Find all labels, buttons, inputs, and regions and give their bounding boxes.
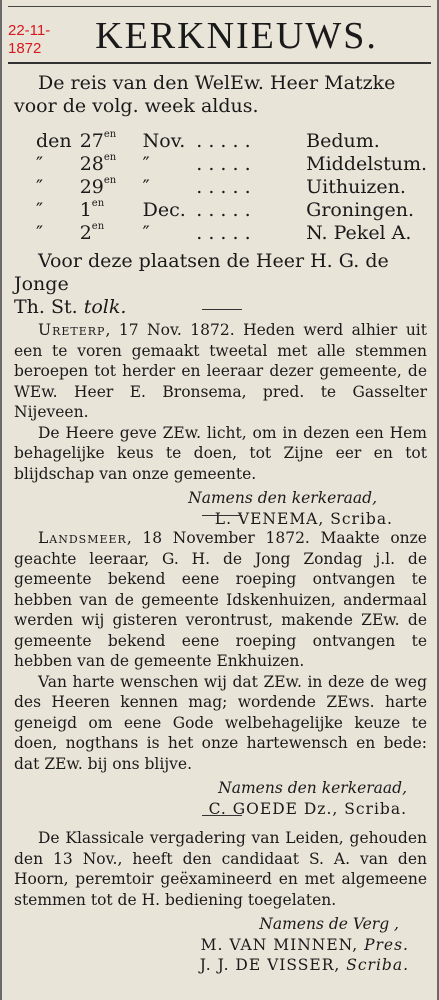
landsmeer-para-2: Van harte wenschen wij dat ZEw. in deze de weg des Heeren kennen mag; wordende ZEws. harte geneigd om eene Gode welbehagelijke keuze te doen, nogthans is het onze hartewensch en bede: dat ZEw. bij ons blijve. bbox=[14, 672, 427, 773]
schedule-dots: . . . . . bbox=[196, 176, 251, 198]
landsmeer-para-1 bbox=[14, 528, 427, 672]
date-stamp: 22-11-1872 bbox=[8, 22, 51, 57]
schedule-day bbox=[80, 222, 143, 245]
leiden-sig-3 bbox=[14, 955, 427, 976]
schedule-place: Groningen. bbox=[306, 199, 415, 221]
schedule-den: ″ bbox=[36, 222, 44, 244]
schedule-day bbox=[80, 130, 143, 153]
divider bbox=[202, 815, 242, 816]
leiden-scriba-name: J. J. DE VISSER, bbox=[199, 956, 347, 974]
schedule-day-number: 28 bbox=[79, 153, 104, 175]
schedule-day-suffix: en bbox=[103, 152, 117, 163]
ureterp-text-1: , 17 Nov. 1872. Heden werd alhier uit een te voren gemaakt tweetal met alle stemmen beroepen tot herder en leeraar dezer gemeente, de WEw. Heer E. Bronsema, pred. te Gasselter Nijeveen. bbox=[14, 321, 427, 421]
schedule-month: ″ bbox=[142, 222, 150, 244]
leiden-scriba-role: Scriba. bbox=[346, 956, 409, 974]
schedule-day-number: 1 bbox=[79, 199, 92, 221]
ureterp-para-1 bbox=[14, 320, 427, 423]
intro-paragraph bbox=[14, 72, 427, 118]
leiden-article bbox=[14, 828, 427, 976]
leiden-sig-2 bbox=[14, 935, 427, 956]
schedule-row bbox=[36, 176, 427, 199]
landsmeer-article bbox=[14, 528, 427, 819]
schedule-den: ″ bbox=[36, 199, 44, 221]
schedule-row bbox=[36, 222, 427, 245]
top-rule bbox=[8, 6, 431, 7]
schedule-month: Dec. bbox=[142, 199, 186, 221]
schedule-month: ″ bbox=[142, 153, 150, 175]
landsmeer-text-1: , 18 November 1872. Maakte onze geachte leeraar, G. H. de Jong Zondag j.l. de gemeente bekend eene roeping ontvangen te hebben van de gemeente Idskenhuizen, andermaal werden wij gisteren verontrust, makende ZEw. de gemeente bekend eene roeping ontvangen te hebben van de gemeente Enkhuizen. bbox=[14, 529, 427, 670]
masthead-title: KERKNIEUWS. bbox=[95, 15, 378, 57]
schedule-row bbox=[36, 153, 427, 176]
schedule-dots: . . . . . bbox=[196, 199, 251, 221]
schedule-day-suffix: en bbox=[103, 175, 117, 186]
schedule-day-number: 29 bbox=[79, 176, 104, 198]
schedule-day-number: 2 bbox=[79, 222, 92, 244]
schedule-place: Uithuizen. bbox=[306, 176, 406, 198]
schedule-day-suffix: en bbox=[91, 221, 105, 232]
schedule-month: Nov. bbox=[142, 130, 186, 152]
schedule-place: N. Pekel A. bbox=[306, 222, 412, 244]
intro-line-1: De reis van den WelEw. Heer Matzke bbox=[38, 72, 396, 94]
tolk-word: tolk. bbox=[83, 296, 127, 318]
schedule-dots: . . . . . bbox=[196, 130, 251, 152]
landsmeer-place: Landsmeer bbox=[38, 529, 127, 547]
schedule-month: ″ bbox=[142, 176, 150, 198]
schedule-row bbox=[36, 130, 427, 153]
ureterp-sig-2: L. VENEMA, Scriba. bbox=[214, 509, 393, 528]
schedule-dots: . . . . . bbox=[196, 222, 251, 244]
landsmeer-sig-1: Namens den kerkeraad, bbox=[218, 779, 407, 797]
leiden-pres-role: Pres. bbox=[364, 935, 409, 954]
tolk-line-2 bbox=[14, 296, 427, 319]
schedule-day bbox=[80, 176, 143, 199]
leiden-pres-name: M. VAN MINNEN, bbox=[200, 935, 365, 954]
schedule-day bbox=[80, 199, 143, 222]
ureterp-place: Ureterp bbox=[38, 321, 106, 339]
schedule-day-suffix: en bbox=[103, 129, 117, 140]
schedule-den: den bbox=[36, 130, 72, 152]
divider bbox=[202, 515, 242, 516]
schedule-place: Middelstum. bbox=[306, 153, 427, 175]
tolk-line-1: Voor deze plaatsen de Heer H. G. de Jonge bbox=[14, 250, 389, 295]
masthead-rule bbox=[8, 62, 431, 64]
schedule-day-number: 27 bbox=[79, 130, 104, 152]
schedule-place: Bedum. bbox=[306, 130, 380, 152]
schedule-row bbox=[36, 199, 427, 222]
ureterp-para-2: De Heere geve ZEw. licht, om in dezen een Hem behagelijke keus te doen, tot Zijne eer en tot blijdschap van onze gemeente. bbox=[14, 423, 427, 483]
schedule-day bbox=[80, 153, 143, 176]
leiden-para-1: De Klassicale vergadering van Leiden, gehouden den 13 Nov., heeft den candidaat S. A. van den Hoorn, peremtoir geëxamineerd en met algemeene stemmen tot de H. bediening toegelaten. bbox=[14, 829, 427, 909]
schedule-den: ″ bbox=[36, 153, 44, 175]
ureterp-sig-1: Namens den kerkeraad, bbox=[188, 489, 377, 507]
schedule-table bbox=[36, 130, 427, 245]
tolk-prefix: Th. St. bbox=[14, 296, 84, 318]
schedule-day-suffix: en bbox=[91, 198, 105, 209]
ureterp-article bbox=[14, 320, 427, 529]
schedule-den: ″ bbox=[36, 176, 44, 198]
schedule-dots: . . . . . bbox=[196, 153, 251, 175]
intro-line-2: voor de volg. week aldus. bbox=[14, 95, 259, 117]
landsmeer-sig-2: C. GOEDE Dz., Scriba. bbox=[208, 799, 407, 818]
divider bbox=[202, 309, 242, 310]
leiden-sig-1: Namens de Verg , bbox=[259, 915, 399, 933]
